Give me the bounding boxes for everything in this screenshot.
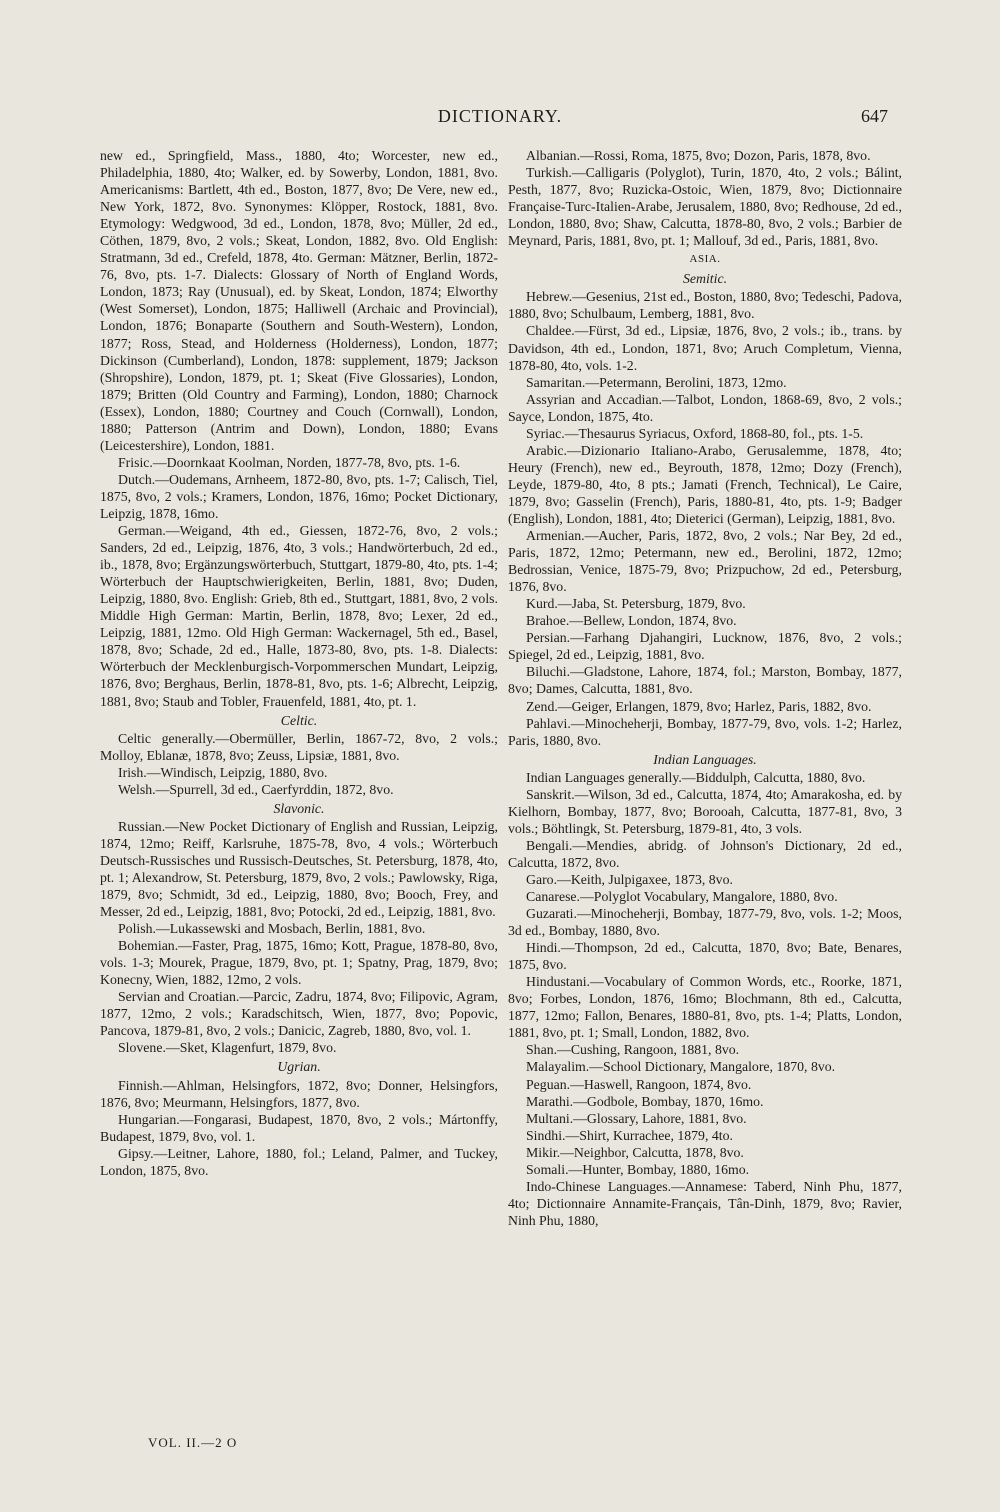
dictionary-entry: Peguan.—Haswell, Rangoon, 1874, 8vo. — [526, 1076, 752, 1092]
dictionary-entry: Frisic.—Doornkaat Koolman, Norden, 1877-78, 8vo, pts. 1-6. — [118, 454, 461, 470]
dictionary-entry: Irish.—Windisch, Leipzig, 1880, 8vo. — [118, 764, 328, 780]
page-number: 647 — [861, 106, 888, 126]
dictionary-entry: Multani.—Glossary, Lahore, 1881, 8vo. — [526, 1110, 747, 1126]
dictionary-entry: Samaritan.—Petermann, Berolini, 1873, 12mo. — [526, 374, 787, 390]
dictionary-entry: Assyrian and Accadian.—Talbot, London, 1868-69, 8vo, 2 vols.; Sayce, London, 1875, 4to. — [508, 391, 902, 424]
section-heading: Indian Languages. — [653, 751, 757, 767]
dictionary-entry: Dutch.—Oudemans, Arnheem, 1872-80, 8vo, pts. 1-7; Calisch, Tiel, 1875, 8vo, 2 vols.; Kramers, London, 1876, 16mo; Pocket Dictionary, Leipzig, 1878, 16mo. — [100, 471, 498, 521]
dictionary-entry: Biluchi.—Gladstone, Lahore, 1874, fol.; Marston, Bombay, 1877, 8vo; Dames, Calcutta, 1881, 8vo. — [508, 664, 902, 697]
dictionary-entry: Celtic generally.—Obermüller, Berlin, 1867-72, 8vo, 2 vols.; Molloy, Eblanæ, 1878, 8vo; Zeuss, Lipsiæ, 1881, 8vo. — [100, 730, 498, 763]
dictionary-entry: Hungarian.—Fongarasi, Budapest, 1870, 8vo, 2 vols.; Mártonffy, Budapest, 1879, 8vo, vol. 1. — [100, 1111, 498, 1144]
dictionary-entry: Sindhi.—Shirt, Kurrachee, 1879, 4to. — [526, 1127, 733, 1143]
section-heading: Ugrian. — [277, 1059, 321, 1075]
dictionary-entry: Brahoe.—Bellew, London, 1874, 8vo. — [526, 613, 737, 629]
section-heading: Slavonic. — [273, 800, 325, 816]
dictionary-entry: Finnish.—Ahlman, Helsingfors, 1872, 8vo; Donner, Helsingfors, 1876, 8vo; Meurmann, Helsingfors, 1877, 8vo. — [100, 1077, 498, 1110]
dictionary-entry: Pahlavi.—Minocheherji, Bombay, 1877-79, 8vo, vols. 1-2; Harlez, Paris, 1880, 8vo. — [508, 715, 902, 748]
dictionary-entry: Russian.—New Pocket Dictionary of English and Russian, Leipzig, 1874, 12mo; Reiff, Karlsruhe, 1875-78, 8vo, 4 vols.; Wörterbuch Deutsch-Russisches und Russisch-Deutsches, St. Petersburg, 1878, 4to, pt. 1; Alexandrow, St. Petersburg, 1879, 8vo, 2 vols.; Pawlowsky, Riga, 1879, 8vo; Schmidt, 3d ed., Leipzig, 1880, 8vo; Booch, Frey, and Messer, 2d ed., Leipzig, 1881, 8vo; Potocki, 2d ed., Leipzig, 1881, 8vo. — [100, 818, 498, 920]
running-head: DICTIONARY. — [437, 106, 563, 126]
dictionary-entry: Gipsy.—Leitner, Lahore, 1880, fol.; Leland, Palmer, and Tuckey, London, 1875, 8vo. — [100, 1145, 498, 1178]
dictionary-entry: Syriac.—Thesaurus Syriacus, Oxford, 1868-80, fol., pts. 1-5. — [526, 425, 864, 441]
section-heading: ASIA. — [689, 253, 721, 266]
dictionary-entry: Guzarati.—Minocheherji, Bombay, 1877-79, 8vo, vols. 1-2; Moos, 3d ed., Bombay, 1880, 8vo. — [508, 906, 902, 939]
dictionary-entry: Indo-Chinese Languages.—Annamese: Taberd, Ninh Phu, 1877, 4to; Dictionnaire Annamite-Français, Tân-Dinh, 1879, 8vo; Ravier, Ninh Phu, 1880, — [508, 1178, 902, 1228]
dictionary-entry: Hindustani.—Vocabulary of Common Words, etc., Roorke, 1871, 8vo; Forbes, London, 1876, 16mo; Blochmann, 8th ed., Calcutta, 1877, 12mo; Fallon, Benares, 1880-81, 8vo, pts. 1-4; Platts, London, 1881, 8vo, pt. 1; Small, London, 1882, 8vo. — [508, 974, 902, 1041]
dictionary-entry: Malayalim.—School Dictionary, Mangalore, 1870, 8vo. — [526, 1059, 836, 1075]
page-header — [100, 102, 900, 132]
signature-mark: VOL. II.—2 O — [148, 1435, 238, 1450]
dictionary-entry: Servian and Croatian.—Parcic, Zadru, 1874, 8vo; Filipovic, Agram, 1877, 12mo, 2 vols.; Karadschitsch, Wien, 1877, 8vo; Popovic, Pancova, 1879-81, 8vo, 2 vols.; Danicic, Zagreb, 1880, 8vo, vol. 1. — [100, 989, 498, 1039]
dictionary-entry: Bohemian.—Faster, Prag, 1875, 16mo; Kott, Prague, 1878-80, 8vo, vols. 1-3; Mourek, Prague, 1879, 8vo, pt. 1; Spatny, Prag, 1879, 8vo; Konecny, Wien, 1882, 12mo, 2 vols. — [100, 938, 498, 988]
dictionary-entry: Mikir.—Neighbor, Calcutta, 1878, 8vo. — [526, 1144, 744, 1160]
dictionary-entry: Bengali.—Mendies, abridg. of Johnson's Dictionary, 2d ed., Calcutta, 1872, 8vo. — [508, 837, 902, 870]
dictionary-entry: Kurd.—Jaba, St. Petersburg, 1879, 8vo. — [526, 596, 746, 612]
dictionary-entry: German.—Weigand, 4th ed., Giessen, 1872-76, 8vo, 2 vols.; Sanders, 2d ed., Leipzig, 1876, 4to, 3 vols.; Handwörterbuch, 2d ed., ib., 1878, 8vo; Ergänzungswörterbuch, Stuttgart, 1879-80, 4to, pts. 1-4; Wörterbuch der Hauptschwierigkeiten, Berlin, 1881, 8vo; Duden, Leipzig, 1880, 8vo. English: Grieb, 8th ed., Stuttgart, 1881, 8vo, 2 vols. Middle High German: Martin, Berlin, 1878, 8vo; Lexer, 2d ed., Leipzig, 1881, 12mo. Old High German: Wackernagel, 5th ed., Basel, 1878, 8vo; Schade, 2d ed., Halle, 1873-80, 8vo, pts. 1-8. Dialects: Wörterbuch der Mecklenburgisch-Vorpommerschen Mundart, Leipzig, 1876, 8vo; Berghaus, Berlin, 1878-81, 8vo, pts. 1-6; Albrecht, Leipzig, 1881, 8vo; Staub and Tobler, Frauenfeld, 1881, 4to, pt. 1. — [100, 523, 498, 709]
dictionary-entry: new ed., Springfield, Mass., 1880, 4to; Worcester, new ed., Philadelphia, 1880, 4to; Walker, ed. by Sowerby, London, 1881, 8vo. Americanisms: Bartlett, 4th ed., Boston, 1877, 8vo; De Vere, new ed., New York, 1872, 8vo. Synonymes: Klöpper, Rostock, 1881, 8vo. Etymology: Wedgwood, 3d ed., London, 1878, 8vo; Müller, 2d ed., Cöthen, 1879, 8vo, 2 vols.; Skeat, London, 1882, 8vo. Old English: Stratmann, 3d ed., Crefeld, 1878, 4to. German: Mätzner, Berlin, 1872-76, 8vo, pts. 1-7. Dialects: Glossary of North of England Words, London, 1873; Ray (Unusual), ed. by Skeat, London, 1874; Elworthy (West Somerset), London, 1875; Halliwell (Archaic and Provincial), London, 1876; Bonaparte (Southern and South-Western), London, 1877; Ross, Stead, and Holderness (Holderness), London, 1877; Dickinson (Cumberland), London, 1878: supplement, 1879; Jackson (Shropshire), London, 1879, pt. 1; Skeat (Five Glossaries), London, 1879; Britten (Old Country and Farming), London, 1880; Charnock (Essex), London, 1880; Courtney and Couch (Cornwall), London, 1880; Patterson (Antrim and Down), London, 1880; Evans (Leicestershire), London, 1881. — [100, 148, 498, 453]
dictionary-entry: Marathi.—Godbole, Bombay, 1870, 16mo. — [526, 1093, 764, 1109]
dictionary-entry: Indian Languages generally.—Biddulph, Calcutta, 1880, 8vo. — [526, 769, 866, 785]
right-column — [508, 147, 902, 1229]
left-column — [100, 147, 498, 1179]
section-heading: Celtic. — [280, 712, 318, 728]
dictionary-entry: Welsh.—Spurrell, 3d ed., Caerfyrddin, 1872, 8vo. — [118, 781, 394, 797]
dictionary-entry: Zend.—Geiger, Erlangen, 1879, 8vo; Harlez, Paris, 1882, 8vo. — [526, 698, 872, 714]
dictionary-entry: Canarese.—Polyglot Vocabulary, Mangalore, 1880, 8vo. — [526, 889, 838, 905]
dictionary-entry: Hindi.—Thompson, 2d ed., Calcutta, 1870, 8vo; Bate, Benares, 1875, 8vo. — [508, 940, 902, 973]
dictionary-entry: Chaldee.—Fürst, 3d ed., Lipsiæ, 1876, 8vo, 2 vols.; ib., trans. by Davidson, 4th ed., London, 1871, 8vo; Aruch Completum, Vienna, 1878-80, 4to, vols. 1-2. — [508, 323, 902, 373]
dictionary-entry: Hebrew.—Gesenius, 21st ed., Boston, 1880, 8vo; Tedeschi, Padova, 1880, 8vo; Schulbaum, Lemberg, 1881, 8vo. — [508, 289, 902, 322]
dictionary-entry: Turkish.—Calligaris (Polyglot), Turin, 1870, 4to, 2 vols.; Bálint, Pesth, 1877, 8vo; Ruzicka-Ostoic, Wien, 1879, 8vo; Dictionnaire Française-Turc-Italien-Arabe, Jerusalem, 1880, 8vo; Redhouse, 2d ed., London, 1880, 8vo; Shaw, Calcutta, 1878-80, 8vo, 2 vols.; Barbier de Meynard, Paris, 1881, 8vo, pt. 1; Mallouf, 3d ed., Paris, 1881, 8vo. — [508, 165, 902, 249]
dictionary-entry: Albanian.—Rossi, Roma, 1875, 8vo; Dozon, Paris, 1878, 8vo. — [526, 148, 871, 163]
dictionary-entry: Arabic.—Dizionario Italiano-Arabo, Gerusalemme, 1878, 4to; Heury (French), new ed., Beyrouth, 1878, 12mo; Dozy (French), Leyde, 1879-80, 4to, 8 pts.; Jamati (French, Technical), Le Caire, 1879, 8vo; Gasselin (French), Paris, 1880-81, 4to, pts. 1-9; Badger (English), London, 1881, 4to; Dieterici (German), Leipzig, 1881, 8vo. — [508, 442, 902, 526]
dictionary-entry: Armenian.—Aucher, Paris, 1872, 8vo, 2 vols.; Nar Bey, 2d ed., Paris, 1872, 12mo; Petermann, new ed., Berolini, 1872, 12mo; Bedrossian, Venice, 1875-79, 8vo; Prizpuchow, 2d ed., Petersburg, 1876, 8vo. — [508, 528, 902, 595]
dictionary-entry: Sanskrit.—Wilson, 3d ed., Calcutta, 1874, 4to; Amarakosha, ed. by Kielhorn, Bombay, 1877, 8vo; Borooah, Calcutta, 1877-81, 8vo, 3 vols.; Böhtlingk, St. Petersburg, 1879-81, 4to, 3 vols. — [508, 786, 902, 836]
dictionary-entry: Shan.—Cushing, Rangoon, 1881, 8vo. — [526, 1042, 740, 1058]
dictionary-entry: Persian.—Farhang Djahangiri, Lucknow, 1876, 8vo, 2 vols.; Spiegel, 2d ed., Leipzig, 1881, 8vo. — [508, 630, 902, 663]
dictionary-entry: Somali.—Hunter, Bombay, 1880, 16mo. — [526, 1161, 750, 1177]
dictionary-entry: Garo.—Keith, Julpigaxee, 1873, 8vo. — [526, 871, 733, 887]
dictionary-entry: Polish.—Lukassewski and Mosbach, Berlin, 1881, 8vo. — [118, 921, 426, 937]
dictionary-entry: Slovene.—Sket, Klagenfurt, 1879, 8vo. — [118, 1040, 337, 1056]
section-heading: Semitic. — [682, 271, 728, 287]
